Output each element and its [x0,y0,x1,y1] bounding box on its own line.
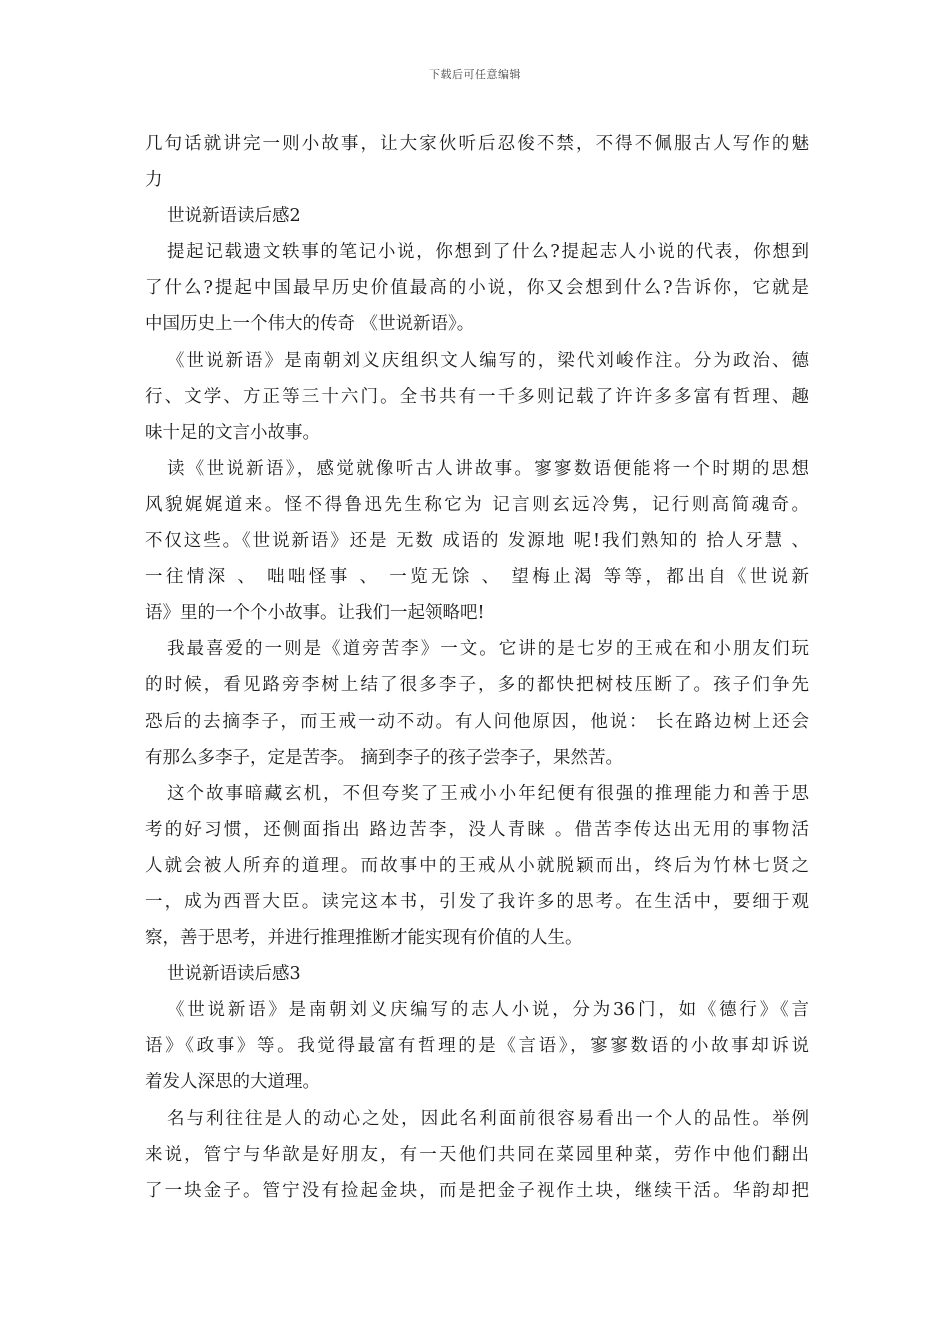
text-line: 《世说新语》是南朝刘义庆编写的志人小说，分为36门，如《德行》《言 [167,1000,809,1021]
text-line: 风貌娓娓道来。怪不得鲁迅先生称它为 记言则玄远冷隽，记行则高简魂奇。 [145,494,809,515]
text-line: 行、文学、方正等三十六门。全书共有一千多则记载了许许多多富有哲理、趣 [145,386,809,407]
text-line: 了什么?提起中国最早历史价值最高的小说，你又会想到什么?告诉你，它就是 [145,278,809,299]
text-line: 这个故事暗藏玄机，不但夸奖了王戒小小年纪便有很强的推理能力和善于思 [167,783,809,804]
text-line: 不仅这些。《世说新语》还是 无数 成语的 发源地 呢!我们熟知的 拾人牙慧 、 [145,531,809,552]
text-line: 语》《政事》等。我觉得最富有哲理的是《言语》，寥寥数语的小故事却诉说 [145,1036,809,1057]
text-line: 味十足的文言小故事。 [145,422,320,443]
text-line: 语》里的一个个小故事。让我们一起领略吧! [145,603,485,624]
text-line: 恐后的去摘李子，而王戒一动不动。有人问他原因，他说： 长在路边树上还会 [145,711,809,732]
text-line: 力 [145,170,163,191]
text-line: 《世说新语》是南朝刘义庆组织文人编写的，梁代刘峻作注。分为政治、德 [167,350,809,371]
text-line: 了一块金子。管宁没有捡起金块，而是把金子视作土块，继续干活。华韵却把 [145,1180,809,1201]
text-line: 提起记载遗文轶事的笔记小说，你想到了什么?提起志人小说的代表，你想到 [167,242,809,263]
text-line: 一，成为西晋大臣。读完这本书，引发了我许多的思考。在生活中，要细于观 [145,891,809,912]
text-line: 我最喜爱的一则是《道旁苦李》一文。它讲的是七岁的王戒在和小朋友们玩 [167,639,809,660]
text-line: 世说新语读后感3 [167,964,301,985]
page-header: 下载后可任意编辑 [429,68,521,81]
text-line: 考的好习惯，还侧面指出 路边苦李，没人青睐 。借苦李传达出无用的事物活 [145,819,809,840]
text-line: 中国历史上一个伟大的传奇 《世说新语》。 [145,314,475,335]
document-body [145,126,809,1209]
text-line: 的时候，看见路旁李树上结了很多李子，多的都快把树枝压断了。孩子们争先 [145,675,809,696]
text-line: 名与利往往是人的动心之处，因此名利面前很容易看出一个人的品性。举例 [167,1108,809,1129]
text-line: 几句话就讲完一则小故事，让大家伙听后忍俊不禁，不得不佩服古人写作的魅 [145,134,809,154]
text-line: 来说，管宁与华歆是好朋友，有一天他们共同在菜园里种菜，劳作中他们翻出 [145,1144,809,1165]
text-line: 世说新语读后感2 [167,206,301,227]
text-line: 着发人深思的大道理。 [145,1072,320,1093]
text-line: 察，善于思考，并进行推理推断才能实现有价值的人生。 [145,928,583,949]
text-line: 一往情深 、 咄咄怪事 、 一览无馀 、 望梅止渴 等等，都出自《世说新 [145,567,809,588]
text-line: 有那么多李子，定是苦李。 摘到李子的孩子尝李子，果然苦。 [145,747,624,768]
text-line: 读《世说新语》，感觉就像听古人讲故事。寥寥数语便能将一个时期的思想 [167,458,809,479]
text-line: 人就会被人所弃的道理。而故事中的王戒从小就脱颖而出，终后为竹林七贤之 [145,855,809,876]
